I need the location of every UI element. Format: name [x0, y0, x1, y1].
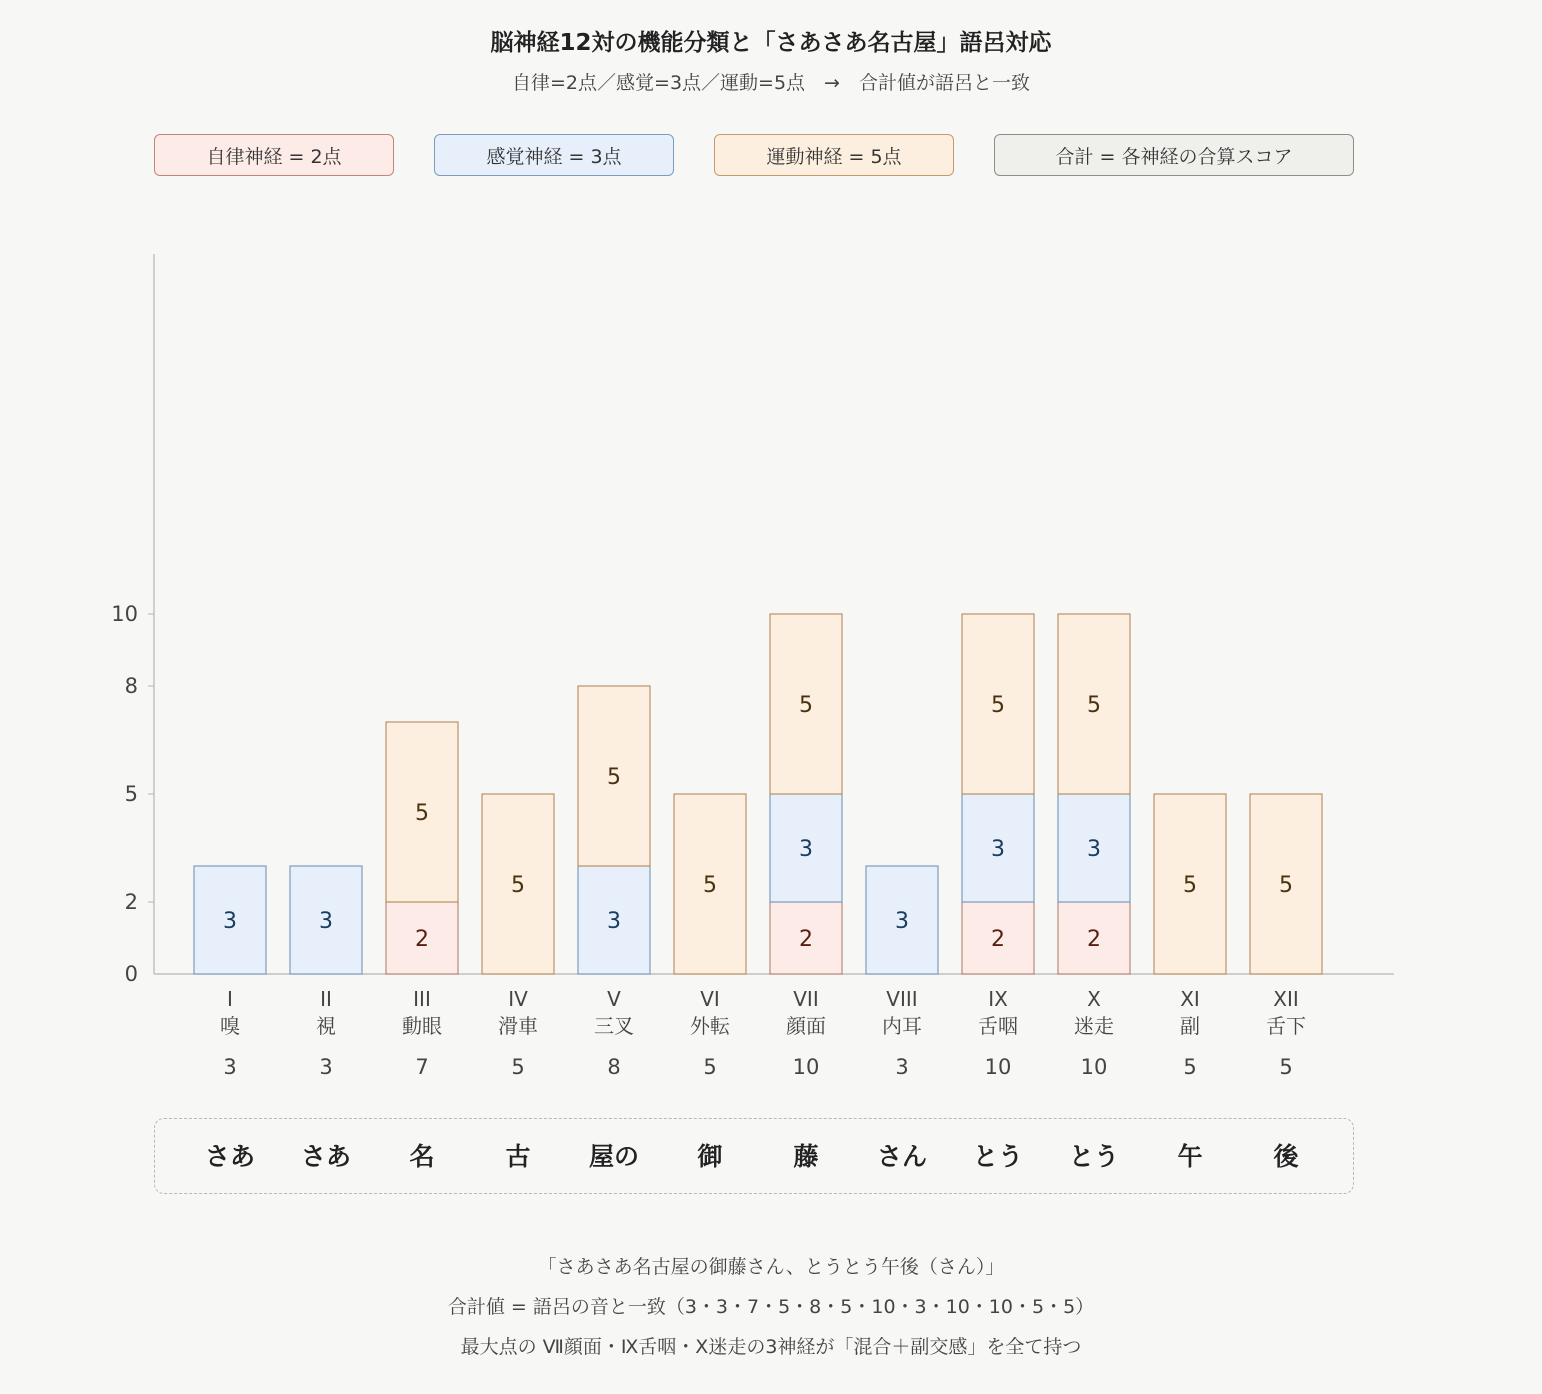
bar-segment-label: 3	[895, 909, 909, 934]
bar-segment-label: 3	[319, 909, 333, 934]
bar-segment-label: 5	[1183, 873, 1197, 898]
mnemonic-summary-note: 最大点の Ⅶ顔面・Ⅸ舌咽・Ⅹ迷走の3神経が「混合＋副交感」を全て持つ	[460, 1336, 1082, 1358]
mnemonic-totals-note: 合計値 = 語呂の音と一致（3・3・7・5・8・5・10・3・10・10・5・5）	[447, 1296, 1095, 1318]
x-tick-name: 視	[316, 1014, 336, 1038]
goro-syllable: 名	[409, 1142, 435, 1171]
bar-total-label: 5	[1279, 1055, 1293, 1079]
x-tick-name: 舌咽	[978, 1014, 1018, 1038]
x-tick-numeral: XI	[1180, 987, 1200, 1011]
bar-segment-label: 3	[799, 837, 813, 862]
x-tick-numeral: X	[1087, 987, 1101, 1011]
x-tick-numeral: V	[607, 987, 621, 1011]
bar-segment-label: 5	[991, 693, 1005, 718]
bar-segment-label: 2	[799, 927, 813, 952]
x-tick-numeral: IV	[508, 987, 528, 1011]
bar-total-label: 10	[792, 1055, 820, 1079]
y-tick-label: 8	[124, 674, 138, 698]
goro-syllable: 後	[1273, 1142, 1299, 1171]
x-tick-numeral: II	[320, 987, 332, 1011]
bar-total-label: 5	[1183, 1055, 1197, 1079]
y-tick-label: 5	[124, 782, 138, 806]
goro-syllable: さん	[876, 1142, 927, 1171]
y-tick-label: 10	[111, 602, 138, 626]
bar-segment-label: 5	[1279, 873, 1293, 898]
goro-syllable: とう	[1068, 1142, 1119, 1171]
legend-motor: 運動神経 = 5点	[714, 134, 954, 176]
chart-title: 脳神経12対の機能分類と「さあさあ名古屋」語呂対応	[490, 30, 1052, 56]
legend-autonomic: 自律神経 = 2点	[154, 134, 394, 176]
bar-segment-label: 5	[1087, 693, 1101, 718]
x-tick-name: 滑車	[498, 1014, 538, 1038]
x-tick-name: 副	[1180, 1014, 1200, 1038]
legend-total: 合計 = 各神経の合算スコア	[994, 134, 1354, 176]
bar-segment-label: 3	[607, 909, 621, 934]
x-tick-name: 舌下	[1266, 1014, 1306, 1038]
bar-segment-label: 2	[1087, 927, 1101, 952]
bar-total-label: 5	[511, 1055, 525, 1079]
chart-subtitle: 自律=2点／感覚=3点／運動=5点 → 合計値が語呂と一致	[512, 72, 1030, 94]
x-tick-numeral: VII	[793, 987, 819, 1011]
x-tick-numeral: VI	[700, 987, 720, 1011]
goro-syllable: 古	[505, 1142, 531, 1171]
bar-segment-label: 5	[799, 693, 813, 718]
x-tick-numeral: III	[413, 987, 431, 1011]
x-tick-name: 動眼	[402, 1014, 442, 1038]
bar-segment-label: 5	[511, 873, 525, 898]
goro-syllable: 午	[1177, 1142, 1203, 1171]
y-tick-label: 2	[124, 890, 138, 914]
goro-syllable: とう	[972, 1142, 1023, 1171]
bar-segment-label: 2	[415, 927, 429, 952]
bar-segment-label: 5	[703, 873, 717, 898]
bar-segment-label: 5	[415, 801, 429, 826]
bar-total-label: 3	[223, 1055, 237, 1079]
x-tick-name: 外転	[690, 1014, 730, 1038]
x-tick-name: 顔面	[786, 1014, 826, 1038]
bar-segment-label: 5	[607, 765, 621, 790]
x-tick-numeral: IX	[988, 987, 1008, 1011]
goro-syllable: 御	[697, 1142, 723, 1171]
goro-syllable: 屋の	[588, 1142, 639, 1171]
y-tick-label: 0	[124, 962, 138, 986]
bar-total-label: 3	[319, 1055, 333, 1079]
x-tick-name: 嗅	[220, 1014, 240, 1038]
bar-total-label: 3	[895, 1055, 909, 1079]
bar-total-label: 8	[607, 1055, 621, 1079]
bar-total-label: 7	[415, 1055, 429, 1079]
goro-syllable: さあ	[204, 1142, 255, 1171]
goro-syllable: さあ	[300, 1142, 351, 1171]
x-tick-numeral: I	[227, 987, 233, 1011]
x-tick-name: 内耳	[882, 1014, 922, 1038]
legend-sensory: 感覚神経 = 3点	[434, 134, 674, 176]
mnemonic-phrase: 「さあさあ名古屋の御藤さん、とうとう午後（さん）」	[537, 1256, 1005, 1278]
bar-total-label: 10	[984, 1055, 1012, 1079]
bar-total-label: 5	[703, 1055, 717, 1079]
bar-segment-label: 3	[991, 837, 1005, 862]
x-tick-name: 迷走	[1074, 1014, 1114, 1038]
bar-segment-label: 3	[1087, 837, 1101, 862]
x-tick-numeral: XII	[1273, 987, 1299, 1011]
bar-total-label: 10	[1080, 1055, 1108, 1079]
x-tick-name: 三叉	[594, 1014, 634, 1038]
bar-segment-label: 2	[991, 927, 1005, 952]
x-tick-numeral: VIII	[886, 987, 918, 1011]
goro-syllable: 藤	[793, 1142, 819, 1171]
bar-segment-label: 3	[223, 909, 237, 934]
